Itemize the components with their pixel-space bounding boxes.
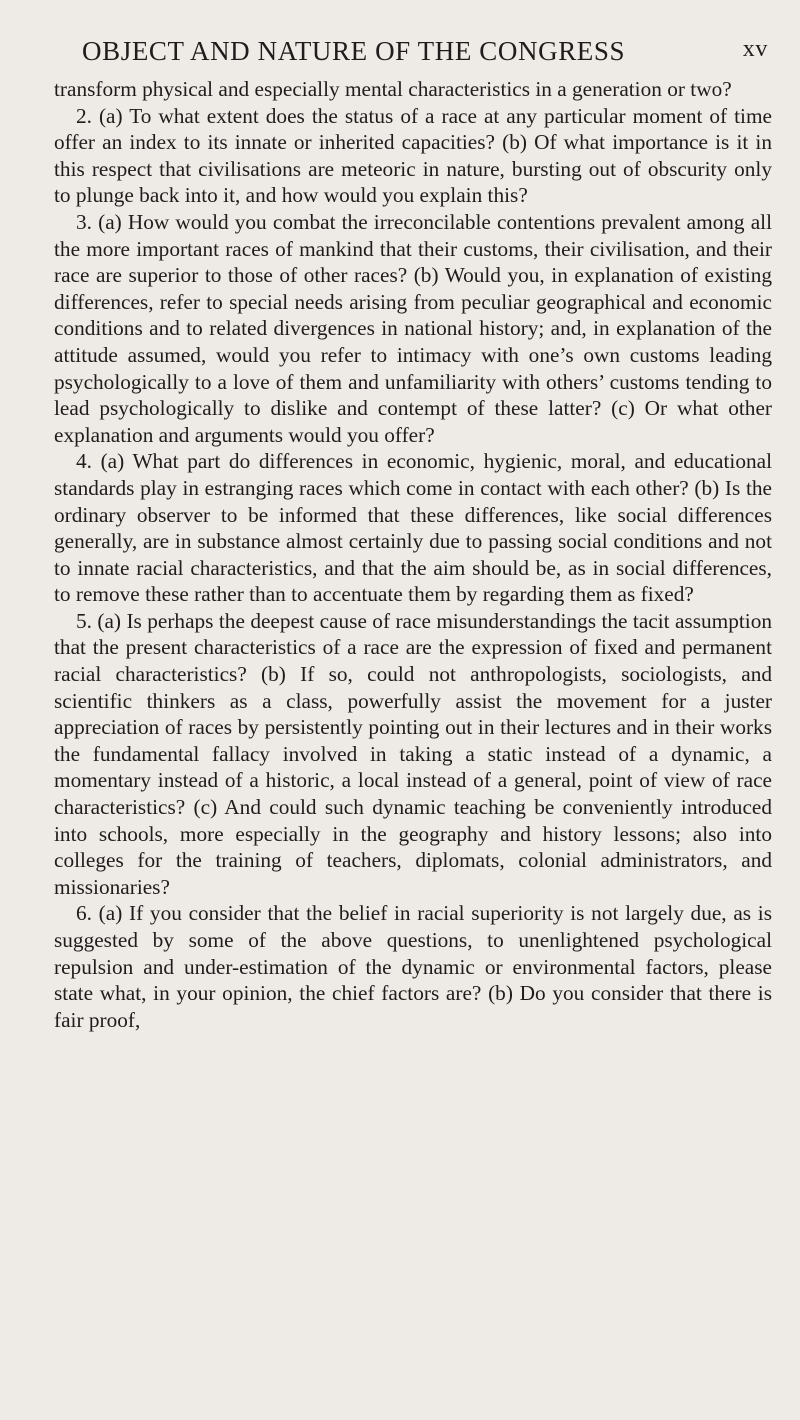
question-2: 2. (a) To what extent does the status of a race at any particular moment of time offer an index to its innate or inherited capacities? (b) Of what importance is it in this respect that civilisations are meteoric in nature, bursting out of obscurity only to plunge back into it, and how would you explain this? <box>54 103 772 208</box>
question-3: 3. (a) How would you combat the irreconcilable contentions prevalent among all the more important races of mankind that their customs, their civilisation, and their race are superior to those of other races? (b) Would you, in explanation of existing differences, refer to special needs arising from peculiar geographical and economic conditions and to related divergences in national history; and, in explanation of the attitude assumed, would you refer to intimacy with one’s own customs leading psychologically to a love of them and unfamiliarity with others’ customs tending to lead psychologically to dislike and contempt of these latter? (c) Or what other explanation and arguments would you offer? <box>54 209 772 447</box>
question-4: 4. (a) What part do differences in economic, hygienic, moral, and educational standards play in estranging races which come in contact with each other? (b) Is the ordinary observer to be informed that these differences, like social differences generally, are in substance almost certainly due to passing social conditions and not to innate racial characteristics, and that the aim should be, as in social differences, to remove these rather than to accentuate them by regarding them as fixed? <box>54 449 772 607</box>
page-number: xv <box>742 36 768 62</box>
running-title: OBJECT AND NATURE OF THE CONGRESS <box>82 36 626 66</box>
question-5: 5. (a) Is perhaps the deepest cause of race misunderstandings the tacit assumption that the present characteristics of a race are the expression of fixed and permanent racial characteristics? (b) If so, could not anthropologists, sociologists, and scientific thinkers as a class, powerfully assist the movement for a juster appreciation of races by persistently pointing out in their lectures and in their works the fundamental fallacy involved in taking a static instead of a dynamic, a momentary instead of a historic, a local instead of a general, point of view of race characteristics? (c) And could such dynamic teaching be conveniently introduced into schools, more especially in the geography and history lessons; also into colleges for the training of teachers, diplomats, colonial administrators, and missionaries? <box>54 608 772 899</box>
question-6: 6. (a) If you consider that the belief in racial superiority is not largely due, as is suggested by some of the above questions, to unenlightened psychological repulsion and under-estimation of the dynamic or environmental factors, please state what, in your opinion, the chief factors are? (b) Do you consider that there is fair proof, <box>54 901 772 1032</box>
paragraph-continuation: transform physical and especially mental characteristics in a generation or two? <box>54 77 732 101</box>
running-head <box>54 10 772 66</box>
body-text <box>54 76 772 1033</box>
